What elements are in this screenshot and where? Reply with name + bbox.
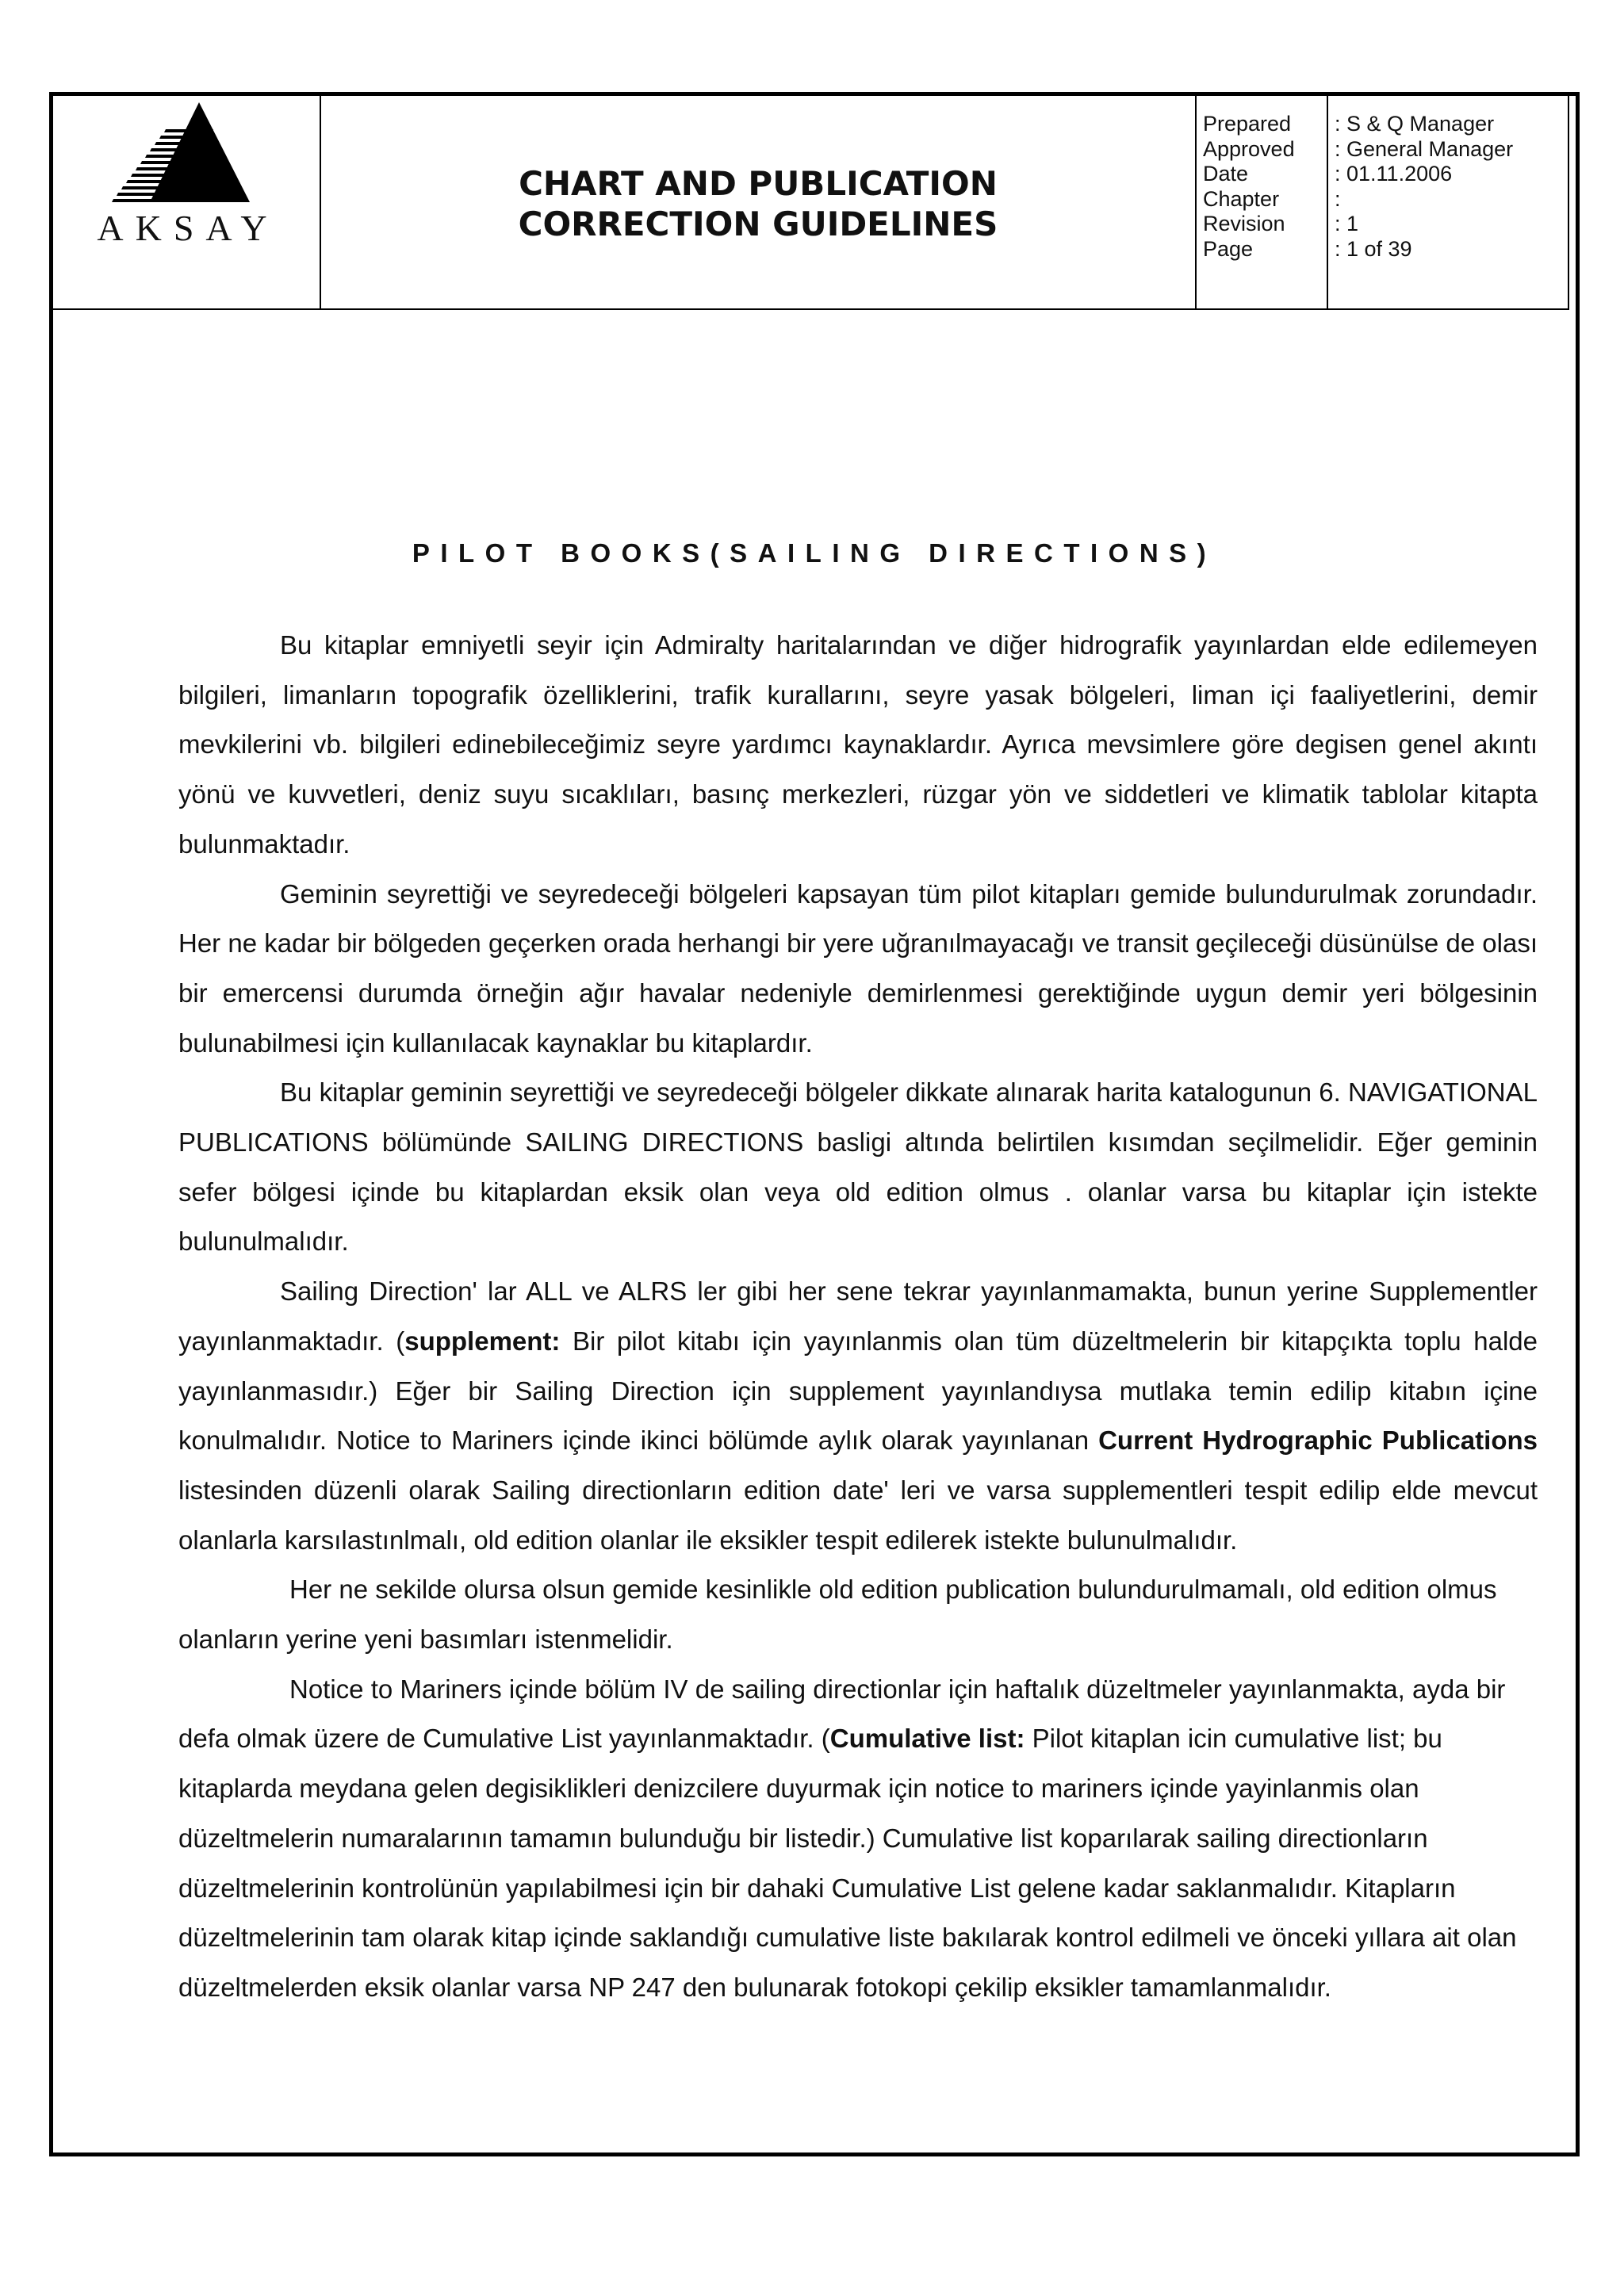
bold-term: Current Hydrographic Publications	[1098, 1425, 1538, 1456]
document-title	[519, 163, 998, 244]
meta-value: : 1 of 39	[1335, 236, 1412, 261]
meta-label: Page	[1203, 236, 1254, 261]
title-line-1: CHART AND PUBLICATION	[519, 164, 998, 203]
paragraph	[178, 1665, 1538, 2013]
meta-label: Prepared	[1203, 112, 1292, 136]
page-frame	[49, 92, 1580, 2156]
meta-label: Revision	[1203, 212, 1285, 235]
aksay-logo-icon	[82, 99, 296, 210]
logo-text: AKSAY	[97, 208, 279, 248]
meta-value: :	[1335, 186, 1341, 211]
body-text	[178, 621, 1538, 2013]
meta-values	[1328, 96, 1568, 308]
logo	[53, 96, 321, 308]
text-run: Notice to Mariners içinde bölüm IV de sailing directionlar için haftalık düzeltmeler yayınlanmakta, ayda bir defa olmak üzere de Cumulative List yayınlanmaktadır. (	[178, 1674, 1506, 1754]
meta-label: Chapter	[1203, 186, 1280, 211]
paragraph: Her ne sekilde olursa olsun gemide kesinlikle old edition publication bulundurulmamalı, old edition olmus olanların yerine yeni basımları istenmelidir.	[178, 1575, 1497, 1655]
text-run: listesinden düzenli olarak Sailing directionların edition date' leri ve varsa supplementleri tespit edilip elde mevcut olanlarla karsılastınlmalı, old edition olanlar ile eksikler tespit edilerek istekte bulunulmalıdır.	[178, 1475, 1538, 1555]
meta-label: Approved	[1203, 136, 1295, 161]
paragraph: Bu kitaplar emniyetli seyir için Admiralty haritalarından ve diğer hidrografik yayınlardan elde edilemeyen bilgileri, limanların topografik özelliklerini, trafik kurallarını, seyre yasak bölgeleri, liman içi faaliyetlerini, demir mevkilerini vb. bilgileri edinebileceğimiz seyre yardımcı kaynaklardır. Ayrıca mevsimlere göre degisen genel akıntı yönü ve kuvvetleri, deniz suyu sıcaklıları, basınç merkezleri, rüzgar yön ve siddetleri ve klimatik tablolar kitapta bulunmaktadır.	[178, 630, 1538, 859]
bold-term: supplement:	[404, 1326, 561, 1356]
paragraph: Geminin seyrettiği ve seyredeceği bölgeleri kapsayan tüm pilot kitapları gemide bulundurulmak zorundadır. Her ne kadar bir bölgeden geçerken orada herhangi bir yere uğranılmayacağı ve transit geçileceği düsünülse de olası bir emercensi durumda örneğin ağır havalar nedeniyle demirlenmesi gerektiğinde uygun demir yeri bölgesinin bulunabilmesi için kullanılacak kaynaklar bu kitaplardır.	[178, 878, 1538, 1058]
meta-value: : General Manager	[1335, 136, 1514, 161]
section-heading: PILOT BOOKS(SAILING DIRECTIONS)	[412, 538, 1217, 568]
meta-labels	[1197, 96, 1328, 308]
meta-label: Date	[1203, 162, 1249, 186]
text-run: Sailing Direction' lar ALL ve ALRS ler gibi her sene tekrar yayınlanmamakta, bunun yerine Supplementler yayınlanmaktadır. (	[178, 1276, 1538, 1356]
meta-value: : 01.11.2006	[1335, 162, 1453, 186]
meta-value: : S & Q Manager	[1335, 112, 1495, 136]
meta-value: : 1	[1335, 212, 1359, 235]
text-run: Pilot kitaplan icin cumulative list; bu kitaplarda meydana gelen degisiklikleri denizcilere duyurmak için notice to mariners içinde yayinlanmis olan düzeltmelerin numaralarının tamamın bulunduğu bir listedir.) Cumulative list koparılarak sailing directionların düzeltmelerinin kontrolünün yapılabilmesi için bir dahaki Cumulative List gelene kadar saklanmalıdır. Kitapların düzeltmelerinin tam olarak kitap içinde saklandığı cumulative liste bakılarak kontrol edilmeli ve önceki yıllara ait olan düzeltmelerden eksik olanlar varsa NP 247 den bulunarak fotokopi çekilip eksikler tamamlanmalıdır.	[178, 1724, 1517, 2002]
paragraph: Bu kitaplar geminin seyrettiği ve seyredeceği bölgeler dikkate alınarak harita katalogunun 6. NAVIGATIONAL PUBLICATIONS bölümünde SAILING DIRECTIONS basligi altında belirtilen kısımdan seçilmelidir. Eğer geminin sefer bölgesi içinde bu kitaplardan eksik olan veya old edition olmus . olanlar varsa bu kitaplar için istekte bulunulmalıdır.	[178, 1077, 1538, 1257]
title-cell	[321, 96, 1197, 308]
text-run: Bir pilot kitabı için yayınlanmis olan tüm düzeltmelerin bir kitapçıkta toplu halde yayınlanmasıdır.) Eğer bir Sailing Direction için supplement yayınlandıysa mutlaka temin edilip kitabın içine konulmalıdır. Notice to Mariners içinde ikinci bölümde aylık olarak yayınlanan	[178, 1326, 1538, 1456]
title-line-2: CORRECTION GUIDELINES	[518, 205, 998, 243]
paragraph	[178, 1267, 1538, 1565]
document-header	[53, 96, 1569, 310]
bold-term: Cumulative list:	[829, 1724, 1025, 1754]
